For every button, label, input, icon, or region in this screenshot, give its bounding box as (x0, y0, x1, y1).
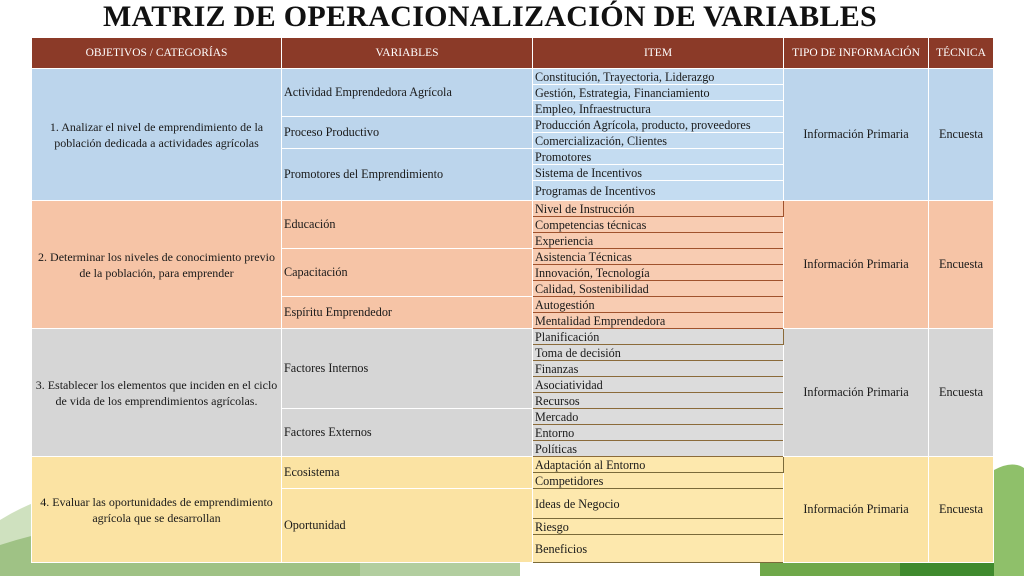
tecnica-2: Encuesta (929, 201, 994, 329)
header-tipo-informacion: TIPO DE INFORMACIÓN (784, 38, 929, 69)
item-cell: Ideas de Negocio (533, 489, 784, 519)
variable-educacion: Educación (282, 201, 533, 249)
item-cell: Innovación, Tecnología (533, 265, 784, 281)
variable-espiritu-emprendedor: Espíritu Emprendedor (282, 297, 533, 329)
item-cell: Finanzas (533, 361, 784, 377)
header-item: ITEM (533, 38, 784, 69)
item-cell: Mentalidad Emprendedora (533, 313, 784, 329)
item-cell: Producción Agrícola, producto, proveedores (533, 117, 784, 133)
item-cell: Nivel de Instrucción (533, 201, 784, 217)
tipo-informacion-1: Información Primaria (784, 69, 929, 201)
header-tecnica: TÉCNICA (929, 38, 994, 69)
item-cell: Constitución, Trayectoria, Liderazgo (533, 69, 784, 85)
item-cell: Mercado (533, 409, 784, 425)
variable-factores-externos: Factores Externos (282, 409, 533, 457)
variable-proceso-productivo: Proceso Productivo (282, 117, 533, 149)
item-cell: Planificación (533, 329, 784, 345)
item-cell: Comercialización, Clientes (533, 133, 784, 149)
variable-oportunidad: Oportunidad (282, 489, 533, 563)
header-objetivos: OBJETIVOS / CATEGORÍAS (32, 38, 282, 69)
item-cell: Gestión, Estrategia, Financiamiento (533, 85, 784, 101)
tipo-informacion-2: Información Primaria (784, 201, 929, 329)
variable-promotores: Promotores del Emprendimiento (282, 149, 533, 201)
item-cell: Entorno (533, 425, 784, 441)
item-cell: Beneficios (533, 535, 784, 563)
item-cell: Competidores (533, 473, 784, 489)
variable-actividad-emprendedora: Actividad Emprendedora Agrícola (282, 69, 533, 117)
item-cell: Adaptación al Entorno (533, 457, 784, 473)
variables-matrix-table (31, 37, 994, 563)
tecnica-4: Encuesta (929, 457, 994, 563)
objective-4: 4. Evaluar las oportunidades de emprendimiento agrícola que se desarrollan (32, 457, 282, 563)
variable-factores-internos: Factores Internos (282, 329, 533, 409)
item-cell: Asociatividad (533, 377, 784, 393)
variable-capacitacion: Capacitación (282, 249, 533, 297)
item-cell: Políticas (533, 441, 784, 457)
item-cell: Calidad, Sostenibilidad (533, 281, 784, 297)
item-cell: Sistema de Incentivos (533, 165, 784, 181)
item-cell: Recursos (533, 393, 784, 409)
header-row (32, 38, 994, 69)
table-row (32, 329, 994, 345)
table-row (32, 457, 994, 473)
objective-3: 3. Establecer los elementos que inciden en el ciclo de vida de los emprendimientos agrícolas. (32, 329, 282, 457)
tipo-informacion-3: Información Primaria (784, 329, 929, 457)
variable-ecosistema: Ecosistema (282, 457, 533, 489)
table-row (32, 201, 994, 217)
item-cell: Riesgo (533, 519, 784, 535)
item-cell: Asistencia Técnicas (533, 249, 784, 265)
item-cell: Toma de decisión (533, 345, 784, 361)
table-row (32, 69, 994, 85)
item-cell: Promotores (533, 149, 784, 165)
item-cell: Autogestión (533, 297, 784, 313)
page-title: MATRIZ DE OPERACIONALIZACIÓN DE VARIABLES (102, 0, 878, 33)
item-cell: Competencias técnicas (533, 217, 784, 233)
objective-1: 1. Analizar el nivel de emprendimiento de la población dedicada a actividades agrícolas (32, 69, 282, 201)
objective-2: 2. Determinar los niveles de conocimiento previo de la población, para emprender (32, 201, 282, 329)
item-cell: Empleo, Infraestructura (533, 101, 784, 117)
tipo-informacion-4: Información Primaria (784, 457, 929, 563)
item-cell: Experiencia (533, 233, 784, 249)
tecnica-3: Encuesta (929, 329, 994, 457)
tecnica-1: Encuesta (929, 69, 994, 201)
item-cell: Programas de Incentivos (533, 181, 784, 201)
header-variables: VARIABLES (282, 38, 533, 69)
